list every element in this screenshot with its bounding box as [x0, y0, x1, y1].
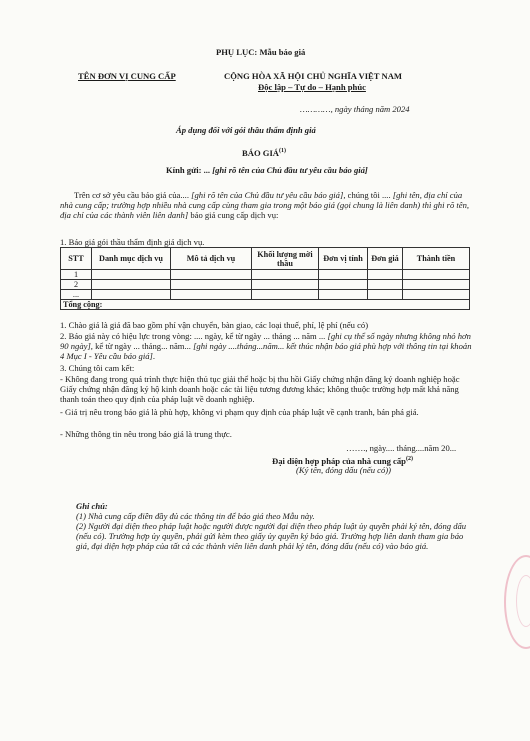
supplier-name: TÊN ĐƠN VỊ CUNG CẤP [78, 71, 176, 81]
footnotes-title: Ghi chú: [76, 501, 108, 511]
kinh-gui-label: Kính gửi: ... [166, 165, 211, 175]
stamp-mark-inner [516, 575, 530, 627]
kinh-gui [166, 165, 368, 175]
table-row [61, 270, 470, 280]
note-2-hint: [ghi cụ thể số ngày nhưng không nhỏ hơn 90 ngày] [60, 331, 471, 352]
total-label: Tổng cộng: [61, 300, 470, 310]
signature-role-note: (2) [405, 456, 413, 462]
note-3: 3. Chúng tôi cam kết: [60, 363, 135, 373]
table-header-row [61, 248, 470, 270]
intro-p1-hint1: [ghi rõ tên của Chủ đầu tư yêu cầu báo giá] [191, 190, 344, 200]
intro-p1-end: báo giá cung cấp dịch vụ: [190, 210, 279, 221]
doc-title-text: BÁO GIÁ [242, 147, 280, 158]
doc-title-note: (1) [279, 148, 287, 154]
table-total-row [61, 300, 470, 310]
republic-title: CỘNG HÒA XÃ HỘI CHỦ NGHĨA VIỆT NAM [224, 71, 403, 81]
commit-2: - Giá trị nêu trong báo giá là phù hợp, không vi phạm quy định của pháp luật về cạnh tranh, bán phá giá. [60, 407, 419, 417]
appendix-title: PHỤ LỤC: Mẫu báo giá [216, 47, 306, 57]
footnote-1: (1) Nhà cung cấp điền đầy đủ các thông tin để báo giá theo Mẫu này. [76, 511, 315, 521]
col-description: Mô tả dịch vụ [171, 248, 252, 270]
footnote-2: (2) Người đại diện theo pháp luật hoặc người được người đại diện theo pháp luật ủy quyền phải ký tên, đóng dấu (nếu có). Trường hợp ủy quyền, phải gửi kèm theo giấy ủy quyền ký báo giá. Trường hợp liên danh tham gia báo giá, đại diện hợp pháp của tất cả các thành viên liên danh phải ký tên, đóng dấu (nếu có) vào báo giá. [76, 521, 467, 552]
note-2-b: , kể từ ngày ... tháng... năm... [90, 341, 191, 352]
motto: Độc lập – Tự do – Hạnh phúc [258, 82, 366, 92]
col-amount: Thành tiền [403, 248, 470, 270]
col-service: Danh mục dịch vụ [92, 248, 171, 270]
note-1: 1. Chào giá là giá đã bao gồm phí vận chuyển, bàn giao, các loại thuế, phí, lệ phí (nếu có) [60, 320, 369, 330]
note-2-end: . [152, 351, 156, 362]
table-row [61, 290, 470, 300]
col-unit: Đơn vị tính [319, 248, 368, 270]
intro-paragraph [60, 190, 470, 221]
signature-hint: (Ký tên, đóng dấu (nếu có)) [296, 465, 391, 475]
applies-line: Áp dụng đối với gói thầu thẩm định giá [176, 125, 316, 135]
date-line: …………, ngày tháng năm 2024 [300, 104, 410, 114]
row-stt: 1 [61, 270, 92, 280]
note-2-hint2: [ghi ngày ....tháng...năm... kết thúc nhận báo giá phù hợp với thông tin tại khoản 4 Mục I - Yêu cầu báo giá] [60, 341, 472, 362]
col-quantity: Khối lượng mời thầu [252, 248, 319, 270]
signature-role-text: Đại diện hợp pháp của nhà cung cấp [272, 455, 406, 466]
section-1-heading: 1. Báo giá gói thầu thẩm định giá dịch vụ. [60, 237, 205, 247]
row-stt: ... [61, 290, 92, 300]
note-2 [60, 331, 472, 362]
signature-date: ……., ngày.... tháng....năm 20... [346, 443, 457, 453]
kinh-gui-hint: [ghi rõ tên của Chủ đầu tư yêu cầu báo giá] [212, 165, 368, 175]
commit-1: - Không đang trong quá trình thực hiện thủ tục giải thể hoặc bị thu hồi Giấy chứng nhận đăng ký doanh nghiệp hoặc Giấy chứng nhận đăng ký hộ kinh doanh hoặc các tài liệu tương đương khác; không thuộc trường hợp mất khả năng thanh toán theo quy định của pháp luật về doanh nghiệp. [60, 374, 460, 405]
col-stt: STT [61, 248, 92, 270]
intro-p1: Trên cơ sở yêu cầu báo giá của.... [74, 190, 189, 200]
price-table [60, 247, 470, 310]
col-unit-price: Đơn giá [368, 248, 403, 270]
note-2-a: 2. Báo giá này có hiệu lực trong vòng: .... ngày, kể từ ngày ... tháng ... năm ... [60, 331, 326, 341]
table-row [61, 280, 470, 290]
intro-p1-mid: , chúng tôi .... [343, 190, 391, 200]
row-stt: 2 [61, 280, 92, 290]
commit-3: - Những thông tin nêu trong báo giá là trung thực. [60, 429, 232, 439]
doc-title [242, 146, 286, 158]
intro-p1-hint2: [ghi tên, địa chỉ của nhà cung cấp; trường hợp nhiều nhà cung cấp cùng tham gia trong một báo giá (gọi chung là liên danh) thì ghi rõ tên, địa chỉ của các thành viên liên danh] [60, 190, 470, 221]
